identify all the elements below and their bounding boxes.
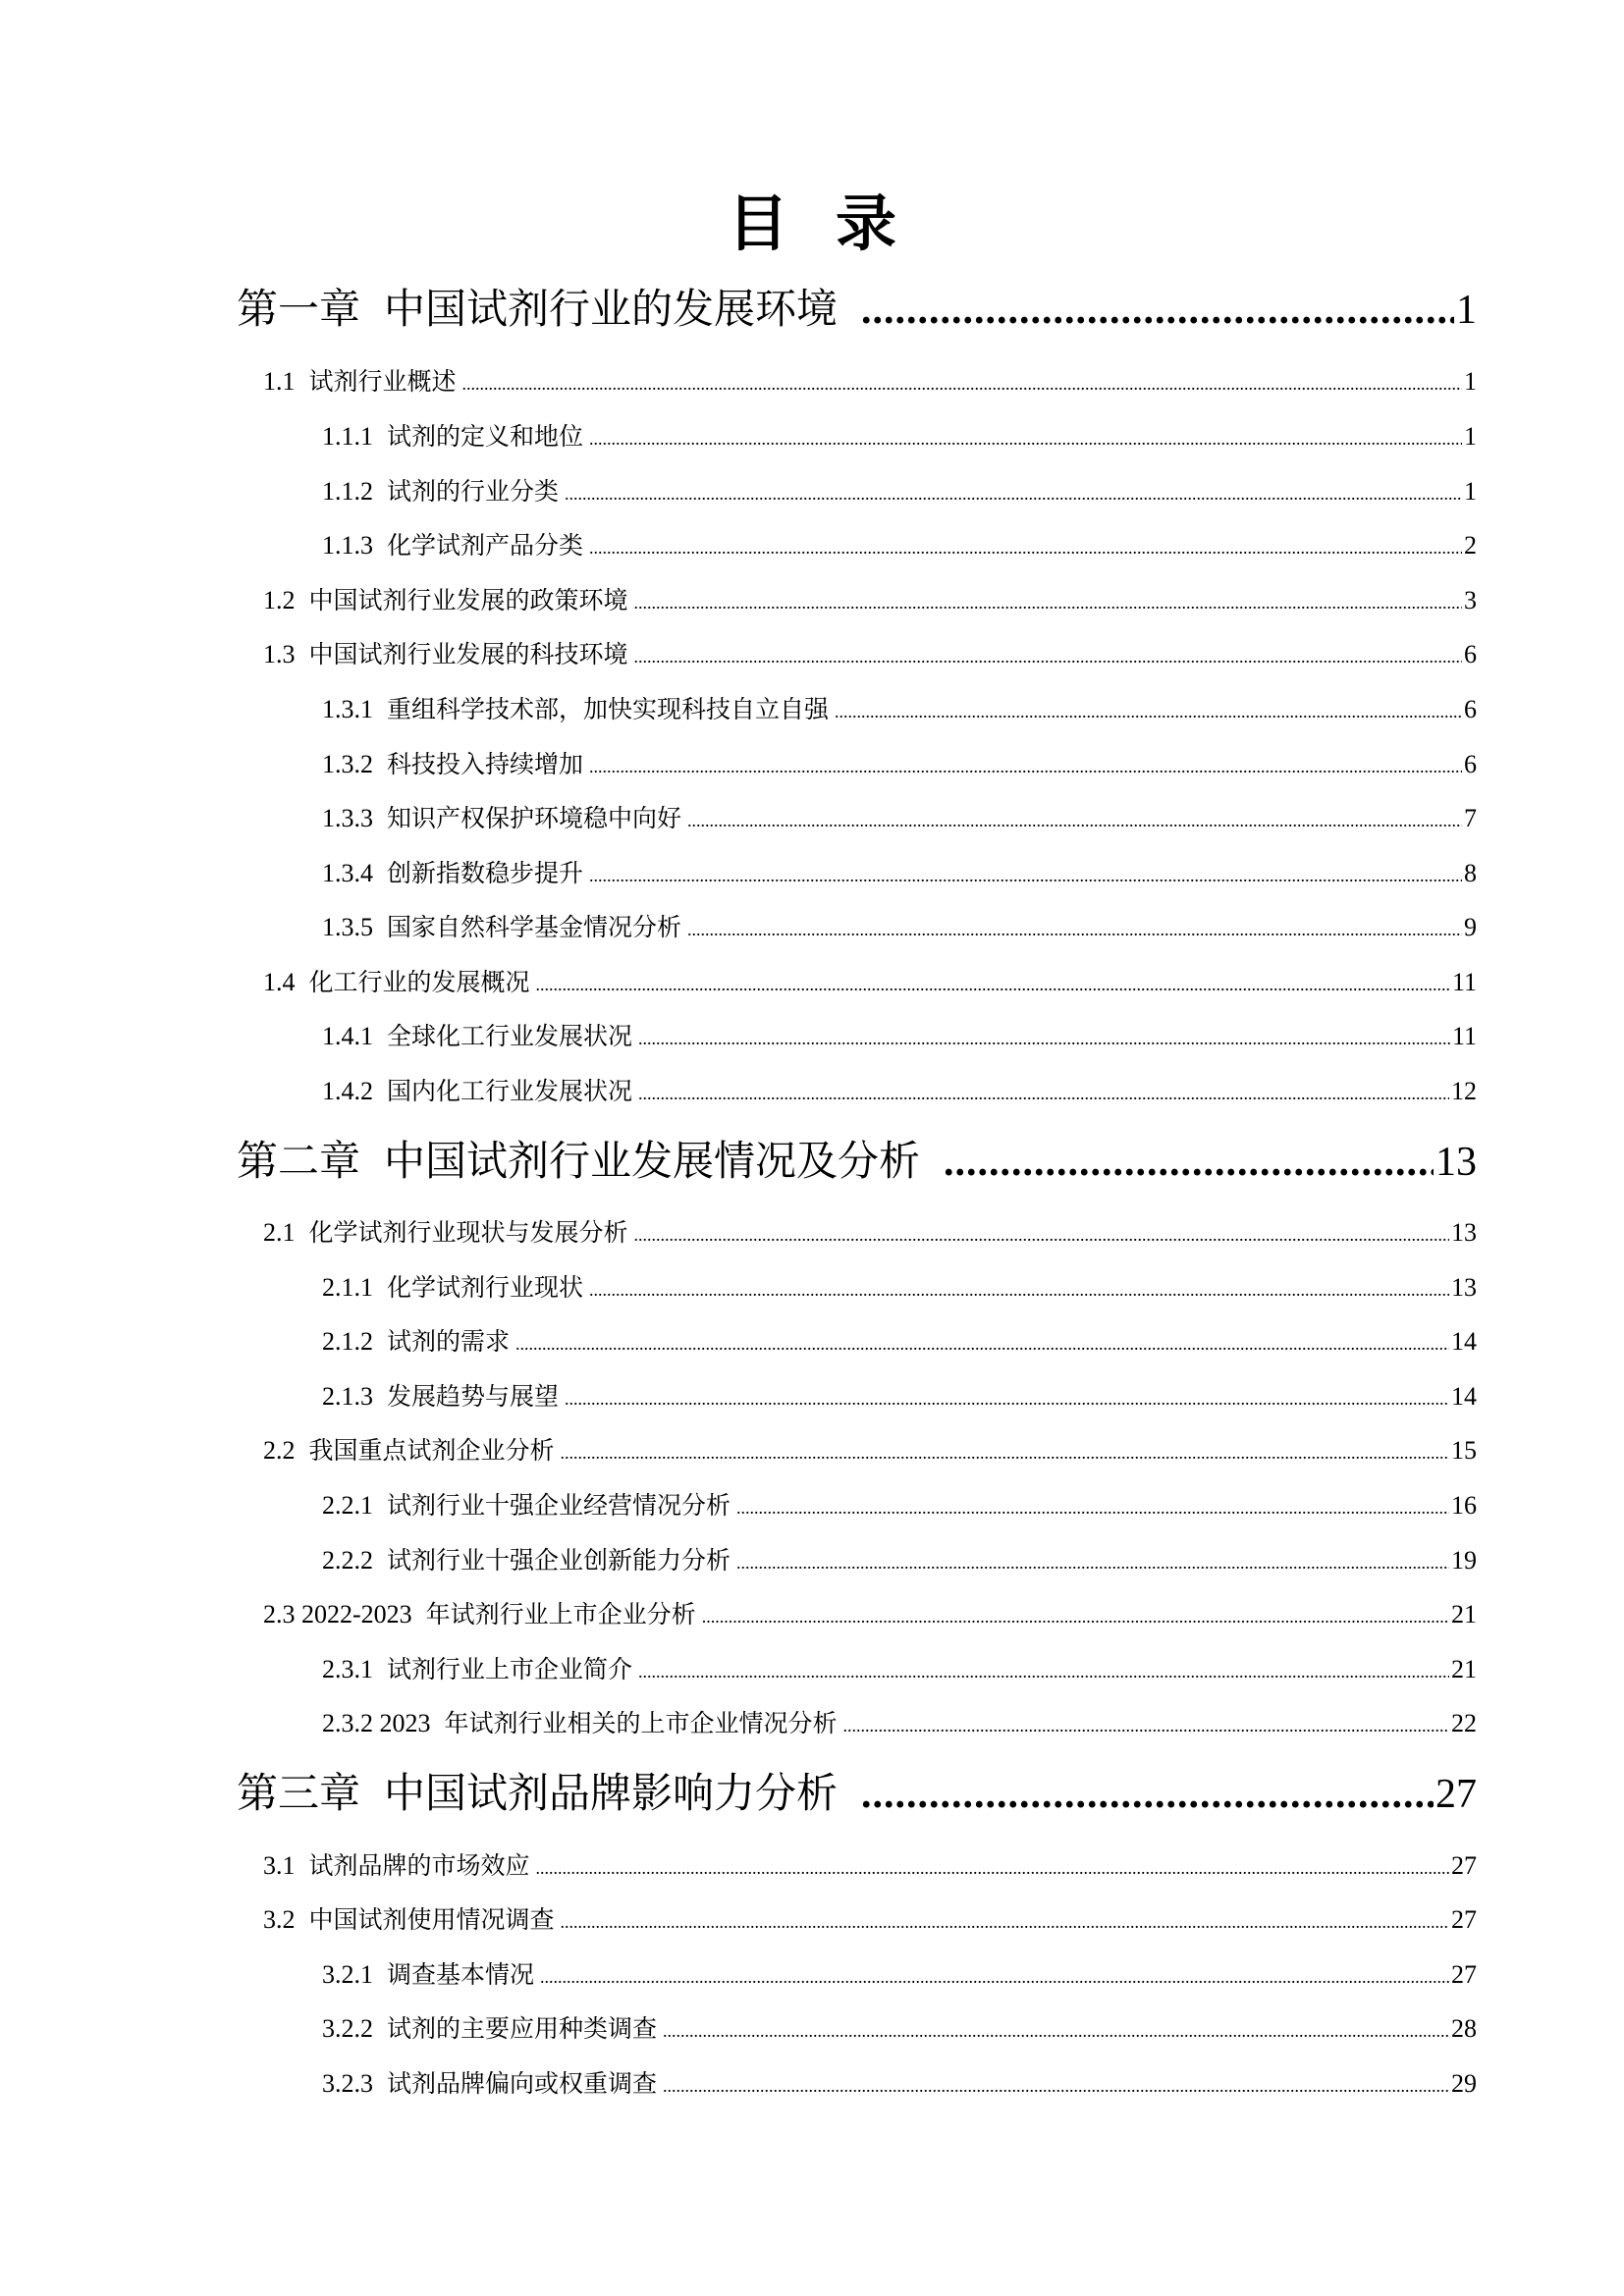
toc-entry-title: 化工行业的发展概况: [308, 968, 530, 996]
toc-page-number: 1: [1464, 422, 1477, 451]
toc-page-number: 13: [1451, 1218, 1477, 1247]
toc-entry-title: 试剂品牌的市场效应: [308, 1851, 530, 1880]
toc-section-entry[interactable]: [263, 963, 1477, 998]
toc-entry-number: 1.1.3: [322, 531, 373, 560]
toc-entry-title: 知识产权保护环境稳中向好: [387, 804, 682, 832]
toc-entry-number: 1.1.2: [322, 477, 373, 506]
toc-chapter-entry[interactable]: [237, 1761, 1477, 1820]
toc-dot-leader: [536, 975, 1450, 995]
toc-page-number: 9: [1464, 913, 1477, 941]
toc-dot-leader: [861, 1771, 1434, 1818]
toc-dot-leader: [462, 374, 1462, 395]
toc-page-number: 14: [1451, 1382, 1477, 1411]
toc-entry-title: 化学试剂产品分类: [387, 531, 584, 560]
toc-entry-number: 2.1.1: [322, 1273, 373, 1302]
toc-section-entry[interactable]: [322, 2064, 1477, 2100]
toc-page-number: 29: [1451, 2069, 1477, 2098]
toc-entry-number: 2.2.1: [322, 1491, 373, 1520]
toc-entry-number: 1.3.1: [322, 695, 373, 723]
toc-entry-title: 年试剂行业相关的上市企业情况分析: [444, 1709, 838, 1737]
toc-entry-number: 1.3.2: [322, 750, 373, 778]
toc-section-entry[interactable]: [322, 1650, 1477, 1685]
toc-page-number: 27: [1451, 1851, 1477, 1880]
toc-page-number: 1: [1464, 367, 1477, 396]
toc-entry-number: 1.3: [263, 640, 296, 668]
toc-page-number: 2: [1464, 531, 1477, 560]
toc-section-entry[interactable]: [322, 1486, 1477, 1522]
toc-dot-leader: [663, 2076, 1449, 2097]
toc-entry-number: 第一章: [237, 285, 361, 333]
toc-dot-leader: [634, 593, 1462, 614]
toc-entry-number: 3.1: [263, 1851, 296, 1880]
toc-page-number: 6: [1464, 640, 1477, 668]
toc-section-entry[interactable]: [322, 417, 1477, 453]
toc-dot-leader: [736, 1498, 1449, 1519]
toc-dot-leader: [565, 484, 1462, 505]
page-title: [0, 183, 1624, 265]
toc-entry-number: 2.3 2022-2023: [263, 1600, 412, 1629]
toc-entry-number: 第二章: [237, 1137, 361, 1185]
toc-entry-title: 试剂行业十强企业创新能力分析: [387, 1546, 731, 1575]
toc-entry-title: 发展趋势与展望: [387, 1382, 560, 1411]
toc-entry-number: 3.2.1: [322, 1960, 373, 1989]
toc-section-entry[interactable]: [322, 1377, 1477, 1413]
toc-page-number: 11: [1451, 968, 1477, 996]
toc-section-entry[interactable]: [322, 908, 1477, 943]
toc-dot-leader: [687, 811, 1462, 831]
toc-entry-title: 中国试剂行业的发展环境: [384, 285, 839, 333]
toc-page-number: 8: [1464, 859, 1477, 887]
toc-entry-title: 中国试剂行业发展的政策环境: [308, 586, 628, 614]
toc-entry-title: 国家自然科学基金情况分析: [387, 913, 682, 941]
toc-dot-leader: [561, 1443, 1449, 1464]
toc-page-number: 1: [1464, 477, 1477, 506]
toc-page-number: 27: [1435, 1772, 1477, 1817]
toc-dot-leader: [589, 538, 1462, 559]
toc-section-entry[interactable]: [263, 1846, 1477, 1882]
toc-entry-number: 1.3.5: [322, 913, 373, 941]
toc-section-entry[interactable]: [322, 526, 1477, 561]
toc-entry-number: 2.2.2: [322, 1546, 373, 1575]
toc-entry-title: 全球化工行业发展状况: [387, 1022, 633, 1050]
toc-page-number: 21: [1451, 1655, 1477, 1683]
toc-page-number: 14: [1451, 1327, 1477, 1356]
toc-section-entry[interactable]: [322, 472, 1477, 507]
toc-entry-number: 1.4.1: [322, 1022, 373, 1050]
toc-dot-leader: [944, 1139, 1434, 1186]
toc-page-number: 22: [1451, 1709, 1477, 1737]
toc-section-entry[interactable]: [263, 362, 1477, 398]
toc-dot-leader: [663, 2021, 1449, 2042]
toc-entry-title: 试剂的定义和地位: [387, 422, 584, 451]
toc-page-number: 27: [1451, 1960, 1477, 1989]
toc-dot-leader: [589, 429, 1462, 450]
toc-entry-number: 1.4.2: [322, 1077, 373, 1105]
toc-dot-leader: [687, 920, 1462, 940]
toc-section-entry[interactable]: [322, 1955, 1477, 1991]
toc-page-number: 6: [1464, 695, 1477, 723]
toc-section-entry[interactable]: [263, 1595, 1477, 1630]
toc-dot-leader: [515, 1334, 1449, 1355]
toc-section-entry[interactable]: [263, 581, 1477, 616]
toc-chapter-entry[interactable]: [237, 277, 1477, 336]
toc-dot-leader: [702, 1607, 1449, 1628]
toc-dot-leader: [561, 1912, 1449, 1933]
toc-dot-leader: [536, 1858, 1449, 1879]
page-title-text: 目录: [727, 187, 944, 259]
toc-dot-leader: [589, 757, 1462, 777]
toc-entry-number: 3.2.3: [322, 2069, 373, 2098]
toc-dot-leader: [540, 1967, 1449, 1988]
toc-dot-leader: [634, 647, 1462, 667]
toc-dot-leader: [634, 1225, 1449, 1246]
toc-entry-title: 试剂品牌偏向或权重调查: [387, 2069, 658, 2098]
toc-entry-title: 中国试剂使用情况调查: [308, 1905, 555, 1934]
toc-page-number: 13: [1435, 1140, 1477, 1185]
toc-entry-number: 1.3.3: [322, 804, 373, 832]
toc-entry-title: 试剂的行业分类: [387, 477, 560, 506]
toc-page-number: 7: [1464, 804, 1477, 832]
toc-entry-title: 试剂行业上市企业简介: [387, 1655, 633, 1683]
toc-section-entry[interactable]: [322, 1704, 1477, 1739]
toc-page-number: 12: [1451, 1077, 1477, 1105]
toc-page-number: 13: [1451, 1273, 1477, 1302]
toc-entry-number: 2.3.1: [322, 1655, 373, 1683]
toc-entry-number: 1.2: [263, 586, 296, 614]
toc-page-number: 1: [1456, 288, 1477, 333]
toc-page-number: 3: [1464, 586, 1477, 614]
toc-section-entry[interactable]: [322, 1017, 1477, 1052]
toc-entry-title: 中国试剂行业发展的科技环境: [308, 640, 628, 668]
toc-dot-leader: [835, 702, 1462, 722]
toc-entry-number: 1.3.4: [322, 859, 373, 887]
toc-entry-number: 1.1.1: [322, 422, 373, 451]
toc-entry-title: 试剂行业概述: [308, 367, 457, 396]
toc-page-number: 28: [1451, 2014, 1477, 2043]
toc-section-entry[interactable]: [322, 1072, 1477, 1107]
toc-page-number: 6: [1464, 750, 1477, 778]
toc-page-number: 27: [1451, 1905, 1477, 1934]
toc-entry-title: 创新指数稳步提升: [387, 859, 584, 887]
toc-entry-title: 重组科学技术部，加快实现科技自立自强: [387, 695, 830, 723]
toc-chapter-entry[interactable]: [237, 1129, 1477, 1188]
toc-entry-title: 中国试剂品牌影响力分析: [384, 1769, 839, 1817]
toc-entry-title: 年试剂行业上市企业分析: [425, 1600, 696, 1629]
toc-dot-leader: [861, 287, 1454, 334]
toc-section-entry[interactable]: [322, 745, 1477, 780]
toc-entry-number: 2.1.2: [322, 1327, 373, 1356]
toc-page-number: 19: [1451, 1546, 1477, 1575]
toc-dot-leader: [736, 1553, 1449, 1574]
toc-section-entry[interactable]: [322, 2009, 1477, 2045]
toc-section-entry[interactable]: [263, 635, 1477, 670]
toc-entry-title: 试剂行业十强企业经营情况分析: [387, 1491, 731, 1520]
toc-entry-number: 第三章: [237, 1769, 361, 1817]
toc-entry-title: 中国试剂行业发展情况及分析: [384, 1137, 921, 1185]
toc-entry-title: 化学试剂行业现状: [387, 1273, 584, 1302]
toc-page-number: 21: [1451, 1600, 1477, 1629]
toc-dot-leader: [589, 866, 1462, 886]
toc-page-number: 11: [1451, 1022, 1477, 1050]
toc-dot-leader: [565, 1389, 1449, 1410]
toc-page-number: 16: [1451, 1491, 1477, 1520]
toc-entry-number: 2.3.2 2023: [322, 1709, 431, 1737]
toc-dot-leader: [638, 1029, 1450, 1049]
toc-section-entry[interactable]: [263, 1431, 1477, 1467]
toc-entry-number: 2.1.3: [322, 1382, 373, 1411]
toc-dot-leader: [638, 1084, 1449, 1104]
toc-section-entry[interactable]: [322, 799, 1477, 834]
toc-entry-title: 国内化工行业发展状况: [387, 1077, 633, 1105]
toc-section-entry[interactable]: [322, 690, 1477, 725]
toc-entry-title: 试剂的需求: [387, 1327, 511, 1356]
toc-entry-number: 2.2: [263, 1436, 296, 1465]
toc-entry-title: 化学试剂行业现状与发展分析: [308, 1218, 628, 1247]
toc-section-entry[interactable]: [322, 854, 1477, 889]
toc-entry-number: 3.2.2: [322, 2014, 373, 2043]
toc-entry-number: 1.1: [263, 367, 296, 396]
toc-entry-title: 科技投入持续增加: [387, 750, 584, 778]
toc-entry-number: 3.2: [263, 1905, 296, 1934]
toc-dot-leader: [843, 1716, 1449, 1736]
toc-section-entry[interactable]: [322, 1322, 1477, 1358]
toc-entry-title: 我国重点试剂企业分析: [308, 1436, 555, 1465]
toc-section-entry[interactable]: [263, 1213, 1477, 1249]
toc-dot-leader: [589, 1280, 1449, 1301]
toc-section-entry[interactable]: [322, 1541, 1477, 1576]
toc-entry-number: 2.1: [263, 1218, 296, 1247]
toc-dot-leader: [638, 1662, 1449, 1682]
toc-entry-title: 试剂的主要应用种类调查: [387, 2014, 658, 2043]
toc-entry-number: 1.4: [263, 968, 296, 996]
toc-section-entry[interactable]: [263, 1900, 1477, 1936]
toc-page-number: 15: [1451, 1436, 1477, 1465]
toc-entry-title: 调查基本情况: [387, 1960, 535, 1989]
toc-section-entry[interactable]: [322, 1268, 1477, 1304]
